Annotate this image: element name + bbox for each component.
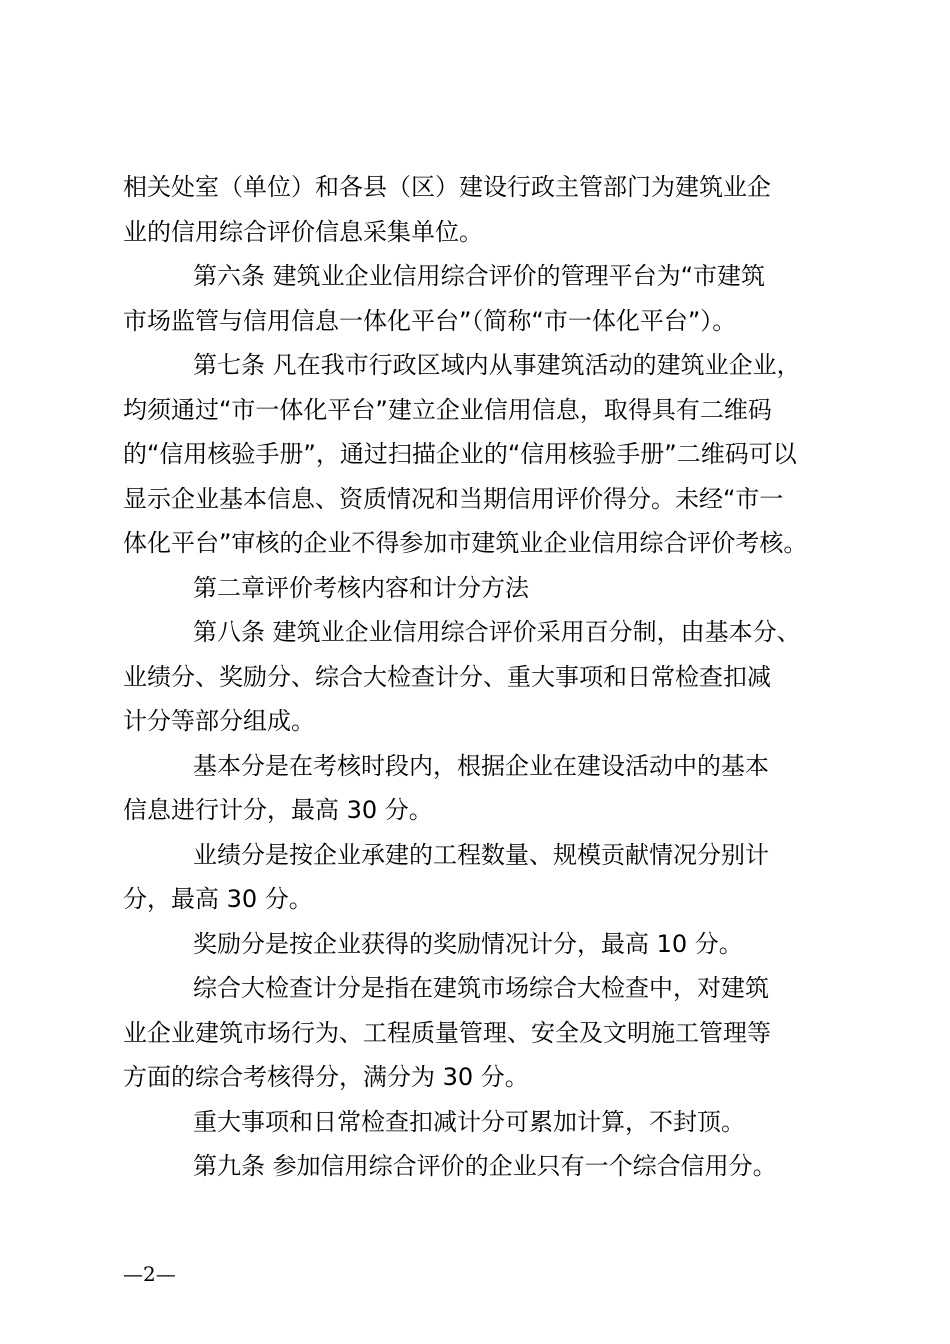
text-line: 信息进行计分，最高 30 分。 — [123, 796, 433, 824]
text-line: 计分等部分组成。 — [123, 707, 315, 735]
text-line: 显示企业基本信息、资质情况和当期信用评价得分。未经“市一 — [123, 484, 784, 513]
text-line: 基本分是在考核时段内，根据企业在建设活动中的基本 — [193, 751, 769, 780]
chapter-2-heading: 第二章评价考核内容和计分方法 — [193, 573, 529, 602]
text-line: 业绩分、奖励分、综合大检查计分、重大事项和日常检查扣减 — [123, 662, 771, 691]
text-line: 重大事项和日常检查扣减计分可累加计算，不封顶。 — [193, 1107, 745, 1136]
text-line: 均须通过“市一体化平台”建立企业信用信息，取得具有二维码 — [123, 395, 772, 424]
article-8-heading-line: 第八条 建筑业企业信用综合评价采用百分制，由基本分、 — [193, 618, 801, 646]
text-line: 方面的综合考核得分，满分为 30 分。 — [123, 1063, 529, 1091]
text-line: 奖励分是按企业获得的奖励情况计分，最高 10 分。 — [193, 929, 743, 958]
text-line: 业企业建筑市场行为、工程质量管理、安全及文明施工管理等 — [123, 1018, 771, 1047]
text-line: 业的信用综合评价信息采集单位。 — [123, 217, 483, 246]
body-text — [123, 165, 835, 1189]
text-line: 体化平台”审核的企业不得参加市建筑业企业信用综合评价考核。 — [123, 529, 808, 557]
text-line: 分，最高 30 分。 — [123, 885, 313, 913]
text-line: 综合大检查计分是指在建筑市场综合大检查中，对建筑 — [193, 974, 769, 1002]
article-7-heading-line: 第七条 凡在我市行政区域内从事建筑活动的建筑业企业， — [193, 351, 801, 379]
text-line: 业绩分是按企业承建的工程数量、规模贡献情况分别计 — [193, 840, 769, 869]
text-line: 相关处室（单位）和各县（区）建设行政主管部门为建筑业企 — [123, 173, 771, 201]
text-line: 的“信用核验手册”，通过扫描企业的“信用核验手册”二维码可以 — [123, 440, 797, 468]
article-9-heading-line: 第九条 参加信用综合评价的企业只有一个综合信用分。 — [193, 1152, 777, 1180]
text-line: 市场监管与信用信息一体化平台”（简称“市一体化平台”）。 — [123, 306, 737, 335]
article-6-heading-line: 第六条 建筑业企业信用综合评价的管理平台为“市建筑 — [193, 262, 766, 290]
page-number: —2— — [123, 1262, 176, 1286]
